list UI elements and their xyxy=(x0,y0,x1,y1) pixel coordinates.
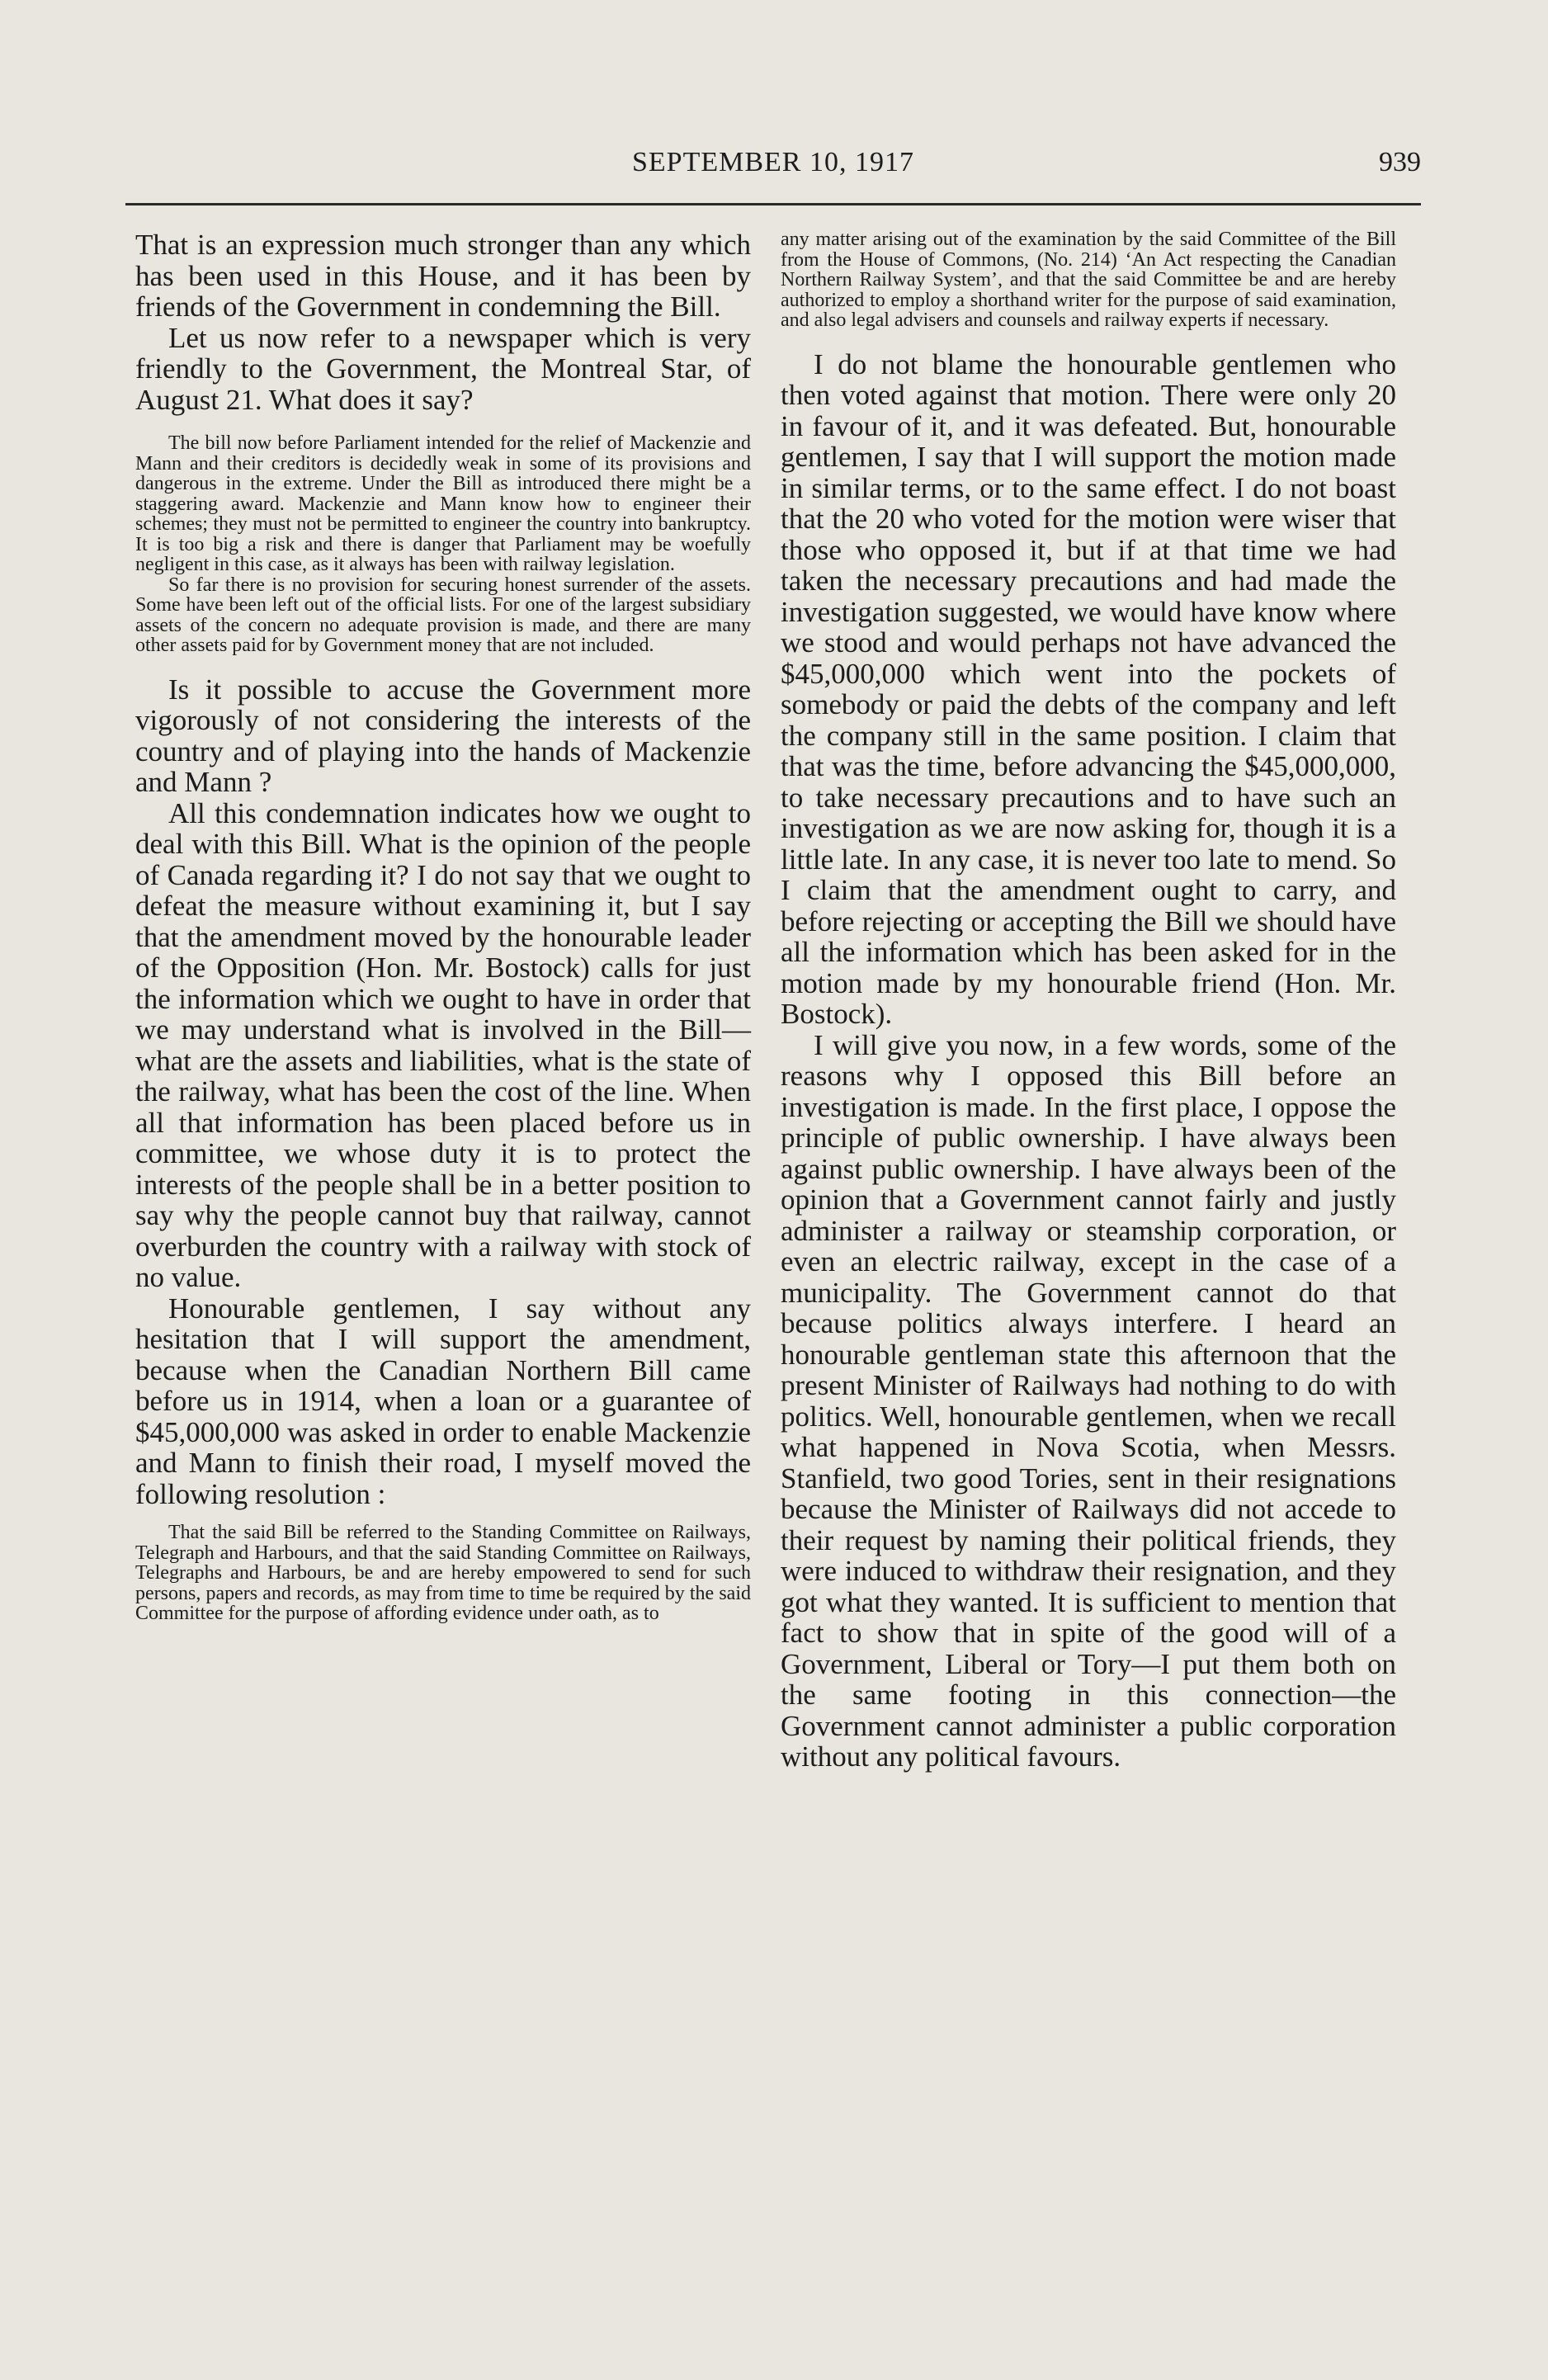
quoted-passage: The bill now before Parliament intended for the relief of Mackenzie and Mann and their creditors is decidedly weak in some of its provisions and dangerous in the extreme. Under the Bill as introduced there might be a staggering award. Mackenzie and Mann know how to engineer their schemes; they must not be permitted to engineer the country into bankruptcy. It is too big a risk and there is danger that Parliament may be woefully negligent in this case, as it always has been with railway legislation. xyxy=(135,432,751,575)
quoted-passage: So far there is no provision for securing honest surrender of the assets. Some have been left out of the official lists. For one of the largest subsidiary assets of the concern no adequate provision is made, and there are many other assets paid for by Government money that are not included. xyxy=(135,574,751,656)
paragraph: That is an expression much stronger than any which has been used in this House, and it has been by friends of the Government in condemning the Bill. xyxy=(135,229,751,323)
paragraph: Honourable gentlemen, I say without any hesitation that I will support the amendment, because when the Canadian Northern Bill came before us in 1914, when a loan or a guarantee of $45,000,000 was asked in order to enable Mackenzie and Mann to finish their road, I myself moved the following resolution : xyxy=(135,1292,751,1510)
quoted-resolution-continued: any matter arising out of the examination by the said Committee of the Bill from the House of Commons, (No. 214) ‘An Act respecting the Canadian Northern Railway System’, and that the said Committee be and are hereby authorized to employ a shorthand writer for the purpose of said examination, and also legal advisers and counsels and railway experts if necessary. xyxy=(781,229,1396,331)
header-date: SEPTEMBER 10, 1917 xyxy=(632,147,914,177)
paragraph: I do not blame the honourable gentlemen who then voted against that motion. There were only 20 in favour of it, and it was defeated. But, honourable gentlemen, I say that I will support the motion made in similar terms, or to the same effect. I do not boast that the 20 who voted for the motion were wiser that those who opposed it, but if at that time we had taken the necessary precautions and had made the investigation suggested, we would have know where we stood and would perhaps not have advanced the $45,000,000 which went into the pockets of somebody or paid the debts of the company and left the company still in the same position. I claim that that was the time, before advancing the $45,000,000, to take necessary precautions and to have such an investigation as we are now asking for, though it is a little late. In any case, it is never too late to mend. So I claim that the amendment ought to carry, and before rejecting or accepting the Bill we should have all the information which has been asked for in the motion made by my honourable friend (Hon. Mr. Bostock). xyxy=(781,347,1396,1030)
paragraph: Is it possible to accuse the Government more vigorously of not considering the interests of the country and of playing into the hands of Mackenzie and Mann ? xyxy=(135,673,751,798)
header-rule xyxy=(125,203,1421,205)
page-header xyxy=(125,147,1421,188)
paragraph: Let us now refer to a newspaper which is very friendly to the Government, the Montreal Star, of August 21. What does it say? xyxy=(135,321,751,416)
paragraph: I will give you now, in a few words, some of the reasons why I opposed this Bill before an investigation is made. In the first place, I oppose the principle of public ownership. I have always been against public ownership. I have always been of the opinion that a Government cannot fairly and justly administer a railway or steamship corporation, or even an electric railway, except in the case of a municipality. The Government cannot do that because politics always interfere. I heard an honourable gentleman state this afternoon that the present Minister of Railways had nothing to do with politics. Well, honourable gentlemen, when we recall what happened in Nova Scotia, when Messrs. Stanfield, two good Tories, sent in their resignations because the Minister of Railways did not accede to their request by naming their political friends, they were induced to withdraw their resignation, and they got what they wanted. It is sufficient to mention that fact to show that in spite of the good will of a Government, Liberal or Tory—I put them both on the same footing in this connection—the Government cannot administer a public corporation without any political favours. xyxy=(781,1028,1396,1773)
left-column xyxy=(135,229,751,2193)
quoted-resolution: That the said Bill be referred to the Standing Committee on Railways, Telegraph and Harbours, and that the said Standing Committee on Railways, Telegraphs and Harbours, be and are hereby empowered to send for such persons, papers and records, as may from time to time be required by the said Committee for the purpose of affording evidence under oath, as to xyxy=(135,1522,751,1624)
page-number: 939 xyxy=(1379,147,1421,177)
right-column xyxy=(781,229,1396,2193)
paragraph: All this condemnation indicates how we ought to deal with this Bill. What is the opinion of the people of Canada regarding it? I do not say that we ought to defeat the measure without examining it, but I say that the amendment moved by the honourable leader of the Opposition (Hon. Mr. Bostock) calls for just the information which we ought to have in order that we may understand what is involved in the Bill—what are the assets and liabilities, what is the state of the railway, what has been the cost of the line. When all that information has been placed before us in committee, we whose duty it is to protect the interests of the people shall be in a better position to say why the people cannot buy that railway, cannot overburden the country with a railway with stock of no value. xyxy=(135,796,751,1293)
